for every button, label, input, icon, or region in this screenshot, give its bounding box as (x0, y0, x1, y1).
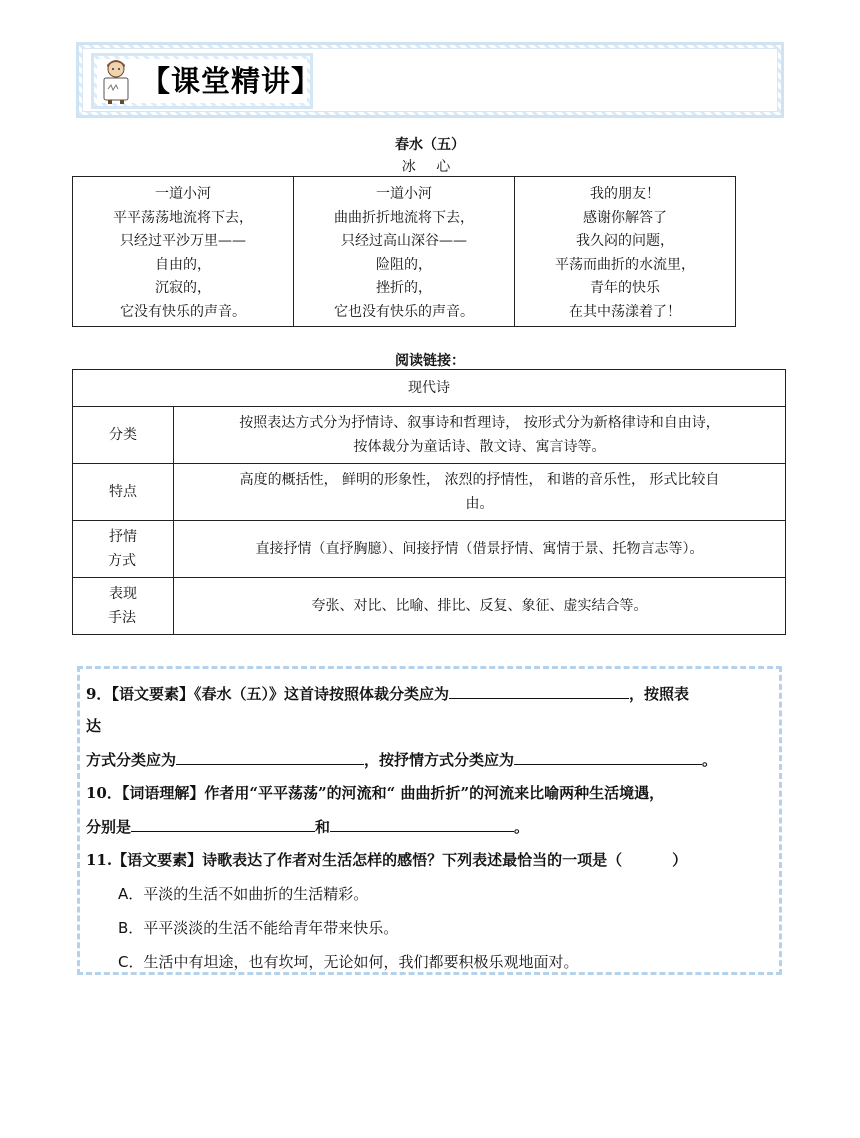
question-number: 10． (86, 784, 122, 802)
poem-line: 在其中荡漾着了！ (569, 303, 681, 320)
poem-line: 它没有快乐的声音。 (120, 303, 246, 320)
answer-blank-second[interactable] (330, 817, 514, 832)
question-10-line1 (86, 782, 664, 803)
row-label-text: 分类 (109, 427, 137, 443)
section-banner (76, 42, 784, 118)
poem-line: 沉寂的， (155, 280, 211, 296)
mascot-icon (99, 59, 133, 105)
poem-line: 曲曲折折地流将下去， (334, 209, 474, 226)
poem-title: 春水（五） (395, 137, 465, 153)
question-number: 9． (86, 685, 112, 703)
row-label-text: 方式 (108, 553, 136, 569)
question-text: 《春水（五）》这首诗按照体裁分类应为 (193, 685, 449, 703)
poem-line: 挫折的， (376, 280, 432, 296)
poem-line: 青年的快乐 (590, 280, 660, 296)
row-label-techniques (73, 578, 174, 635)
section-title: 【课堂精讲】 (141, 64, 322, 98)
row-text-line: 按照表达方式分为抒情诗、叙事诗和哲理诗， 按形式分为新格律诗和自由诗， (239, 415, 720, 431)
poem-stanza-3 (515, 177, 736, 327)
row-text-line: 直接抒情（直抒胸臆）、间接抒情（借景抒情、寓情于景、托物言志等）。 (255, 541, 704, 557)
poem-line: 它也没有快乐的声音。 (334, 303, 474, 320)
question-tag: 【语文要素】 (111, 685, 194, 703)
question-number: 11. (86, 851, 113, 869)
row-text-classification (174, 407, 786, 464)
poem-stanza-2 (294, 177, 515, 327)
row-text-lyric-style (174, 521, 786, 578)
table-header: 现代诗 (73, 370, 786, 407)
question-11-stem (86, 849, 687, 870)
poem-line: 只经过高山深谷—— (341, 233, 467, 249)
poem-line: 一道小河 (376, 186, 432, 202)
poem-line: 我的朋友！ (590, 186, 660, 202)
row-text-line: 由。 (465, 496, 494, 512)
reading-link-title: 阅读链接： (395, 353, 465, 369)
row-label-text: 表现 (109, 586, 137, 602)
poem-line: 我久闷的问题， (576, 233, 674, 249)
question-text: 和 (315, 818, 331, 836)
reading-link-table (72, 369, 786, 635)
row-label-text: 手法 (108, 610, 136, 626)
question-text: 。 (514, 818, 530, 836)
row-text-line: 高度的概括性， 鲜明的形象性， 浓烈的抒情性， 和谐的音乐性， 形式比较自 (239, 472, 720, 488)
question-text: 作者用“平平荡荡”的河流和“ 曲曲折折”的河流来比喻两种生活境遇， (204, 784, 665, 802)
row-label-lyric-style (73, 521, 174, 578)
row-text-features (174, 464, 786, 521)
answer-slot[interactable] (622, 851, 672, 865)
question-10-line2 (86, 816, 529, 837)
poem-line: 险阻的， (376, 256, 432, 273)
poem-stanza-1 (73, 177, 294, 327)
answer-blank-first[interactable] (131, 817, 315, 832)
poem-line: 自由的， (155, 256, 211, 273)
option-b[interactable]: B．平平淡淡的生活不能给青年带来快乐。 (118, 919, 399, 937)
answer-blank-expression[interactable] (176, 750, 364, 765)
question-9-line2: 达 (86, 717, 102, 735)
question-text: 诗歌表达了作者对生活怎样的感悟？下列表述最恰当的一项是（ (202, 851, 623, 869)
row-label-classification (73, 407, 174, 464)
question-tag: 【词语理解】 (121, 784, 205, 802)
row-text-line: 按体裁分为童话诗、散文诗、寓言诗等。 (353, 439, 606, 455)
poem-line: 只经过平沙万里—— (120, 233, 246, 249)
option-c[interactable]: C．生活中有坦途，也有坎坷，无论如何，我们都要积极乐观地面对。 (118, 953, 579, 971)
questions-box (77, 666, 782, 975)
row-text-line: 夸张、对比、比喻、排比、反复、象征、虚实结合等。 (311, 598, 648, 614)
section-label-box (91, 53, 322, 109)
poem-line: 一道小河 (155, 186, 211, 202)
question-9-line3 (86, 749, 717, 770)
row-label-features (73, 464, 174, 521)
row-text-techniques (174, 578, 786, 635)
option-a[interactable]: A．平淡的生活不如曲折的生活精彩。 (118, 885, 369, 903)
row-label-text: 抒情 (109, 529, 137, 545)
poem-line: 感谢你解答了 (583, 209, 667, 226)
answer-blank-lyric[interactable] (514, 750, 702, 765)
poem-line: 平平荡荡地流将下去， (113, 209, 253, 226)
answer-blank-genre[interactable] (449, 684, 629, 699)
question-tag: 【语文要素】 (112, 851, 203, 869)
question-text: 。 (702, 751, 718, 769)
question-text: 方式分类应为 (86, 751, 177, 769)
poem-table (72, 176, 736, 327)
question-9-line1 (86, 683, 689, 704)
question-text: ，按照表 (628, 685, 689, 703)
question-text: 分别是 (86, 818, 132, 836)
poem-author: 冰 心 (401, 159, 459, 175)
row-label-text: 特点 (109, 484, 137, 500)
poem-line: 平荡而曲折的水流里， (555, 256, 695, 273)
question-text: ） (672, 851, 688, 869)
question-text: ，按抒情方式分类应为 (364, 751, 515, 769)
